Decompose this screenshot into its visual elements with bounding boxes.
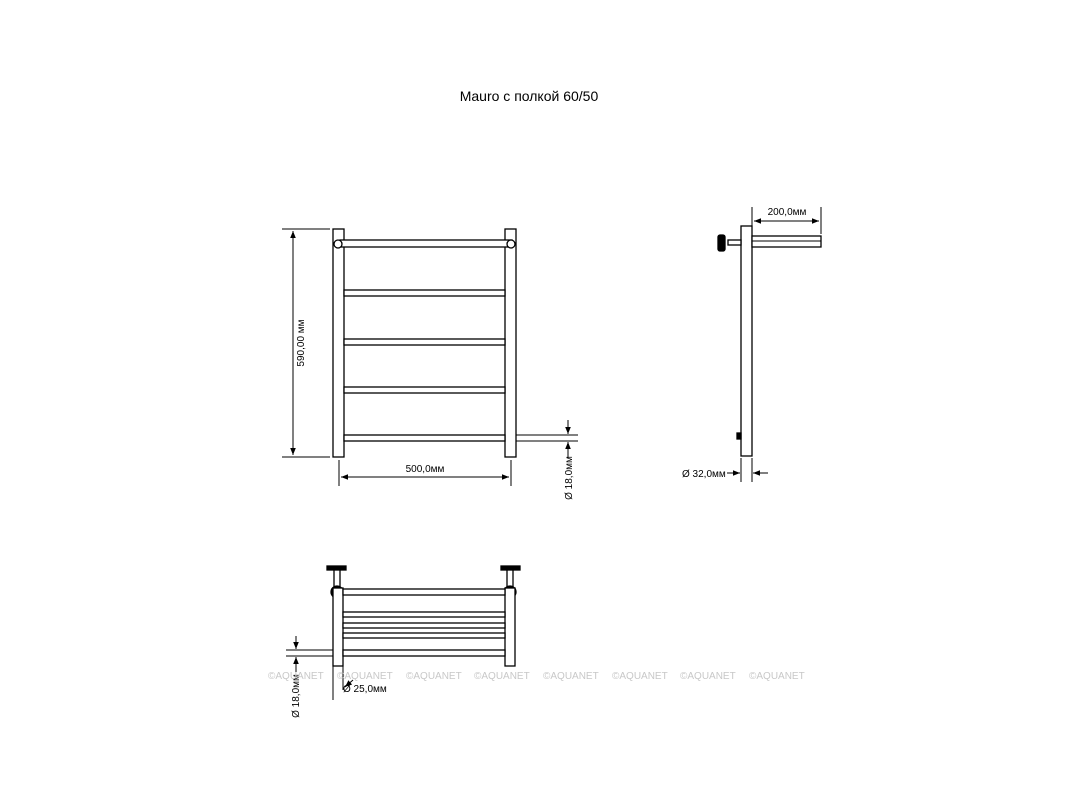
bottom-valve-mark: [737, 433, 741, 439]
top-rail: [343, 589, 505, 595]
flange-diameter-label: Ø 25,0мм: [343, 684, 387, 695]
right-post: [505, 229, 516, 457]
width-dimension-label: 500,0мм: [405, 464, 445, 475]
top-crossbar: [343, 650, 505, 656]
side-post: [741, 226, 752, 456]
top-rail-cap-left: [334, 240, 342, 248]
top-crossbar: [343, 623, 505, 628]
watermark: ©AQUANET: [268, 671, 324, 682]
watermark-row: [268, 671, 805, 682]
watermark: ©AQUANET: [612, 671, 668, 682]
watermark: ©AQUANET: [749, 671, 805, 682]
top-rail: [340, 240, 512, 247]
watermark: ©AQUANET: [680, 671, 736, 682]
top-view: [286, 566, 520, 718]
shelf-depth-label: 200,0мм: [767, 207, 807, 218]
left-post: [333, 229, 344, 457]
front-view: [282, 229, 578, 500]
wall-bracket-flange: [718, 235, 725, 251]
watermark: ©AQUANET: [474, 671, 530, 682]
top-crossbar: [343, 633, 505, 638]
watermark: ©AQUANET: [337, 671, 393, 682]
drawing-title: Mauro с полкой 60/50: [459, 88, 599, 104]
height-dimension-label: 590,00 мм: [296, 319, 307, 367]
crossbar: [344, 290, 505, 296]
pipe-diameter-top-label: Ø 18,0мм: [291, 674, 302, 718]
side-diameter-label: Ø 32,0мм: [682, 469, 726, 480]
crossbar: [344, 387, 505, 393]
wall-bracket-arm: [728, 240, 741, 245]
top-rail-cap-right: [507, 240, 515, 248]
crossbar: [344, 339, 505, 345]
bracket-stem-right: [507, 570, 513, 588]
watermark: ©AQUANET: [543, 671, 599, 682]
bracket-stem-left: [334, 570, 340, 588]
side-view: [682, 207, 821, 482]
top-crossbar: [343, 612, 505, 617]
pipe-diameter-front-label: Ø 18,0мм: [564, 456, 575, 500]
watermark: ©AQUANET: [406, 671, 462, 682]
top-left-post: [333, 588, 343, 666]
crossbar: [344, 435, 505, 441]
top-right-post: [505, 588, 515, 666]
